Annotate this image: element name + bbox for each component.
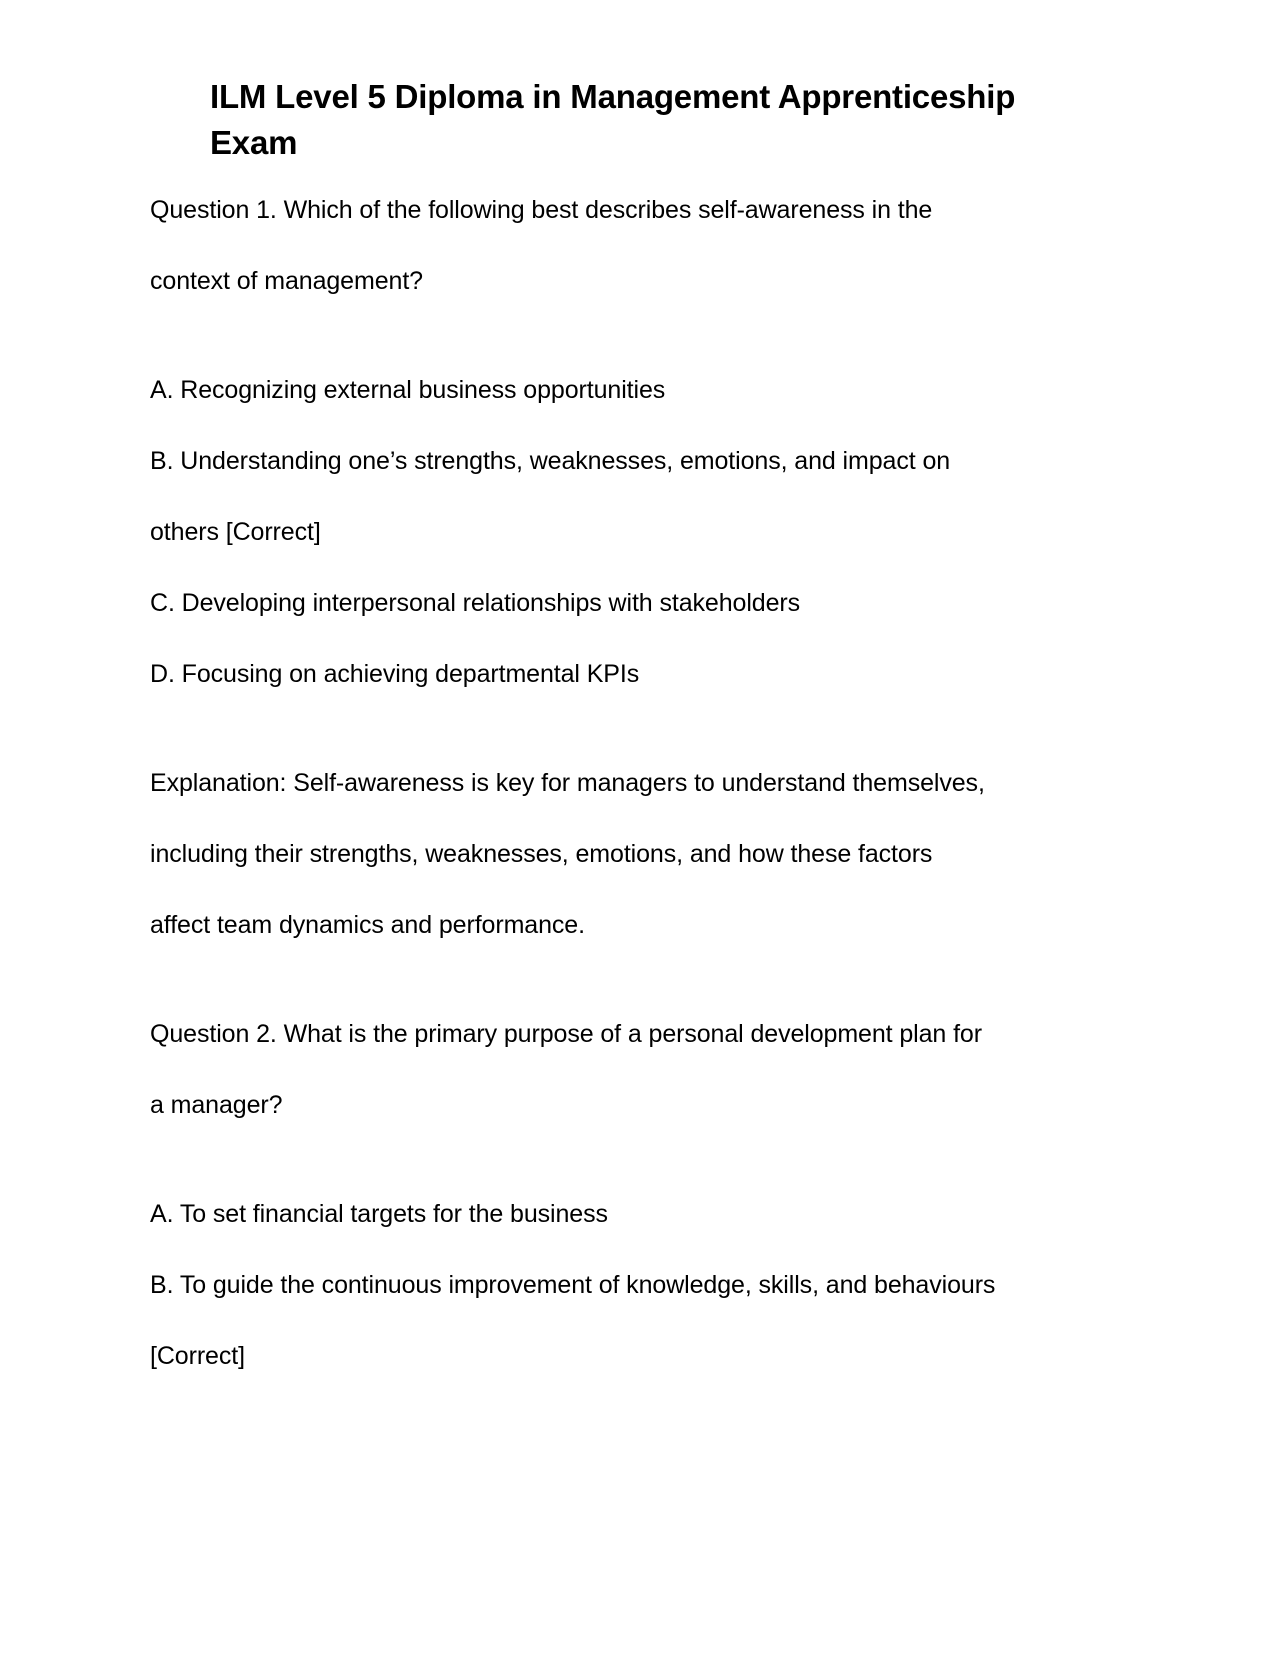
- question-1-option-a: A. Recognizing external business opportunities: [150, 376, 666, 404]
- question-1-text-line-1: Question 1. Which of the following best describes self-awareness in the: [150, 196, 933, 224]
- question-2-option-a: A. To set financial targets for the business: [150, 1200, 608, 1228]
- question-1-option-c: C. Developing interpersonal relationships with stakeholders: [150, 589, 801, 617]
- question-1-explanation-line-1: Explanation: Self-awareness is key for managers to understand themselves,: [150, 769, 985, 797]
- question-2-option-b-line-1: B. To guide the continuous improvement of knowledge, skills, and behaviours: [150, 1271, 996, 1299]
- question-1-explanation-line-3: affect team dynamics and performance.: [150, 911, 585, 939]
- question-1-text-line-2: context of management?: [150, 267, 423, 295]
- question-2-text-line-2: a manager?: [150, 1091, 283, 1119]
- question-1-explanation-line-2: including their strengths, weaknesses, emotions, and how these factors: [150, 840, 933, 868]
- question-2-text-line-1: Question 2. What is the primary purpose of a personal development plan for: [150, 1020, 982, 1048]
- question-1-option-b-line-1: B. Understanding one’s strengths, weaknesses, emotions, and impact on: [150, 447, 951, 475]
- question-1-option-b-line-2: others [Correct]: [150, 518, 321, 546]
- question-2-option-b-line-2: [Correct]: [150, 1342, 245, 1370]
- title-line-1: ILM Level 5 Diploma in Management Apprenticeship: [210, 78, 1016, 115]
- question-1-option-d: D. Focusing on achieving departmental KPIs: [150, 660, 640, 688]
- title-line-2: Exam: [210, 124, 298, 161]
- document-title: [210, 74, 1110, 166]
